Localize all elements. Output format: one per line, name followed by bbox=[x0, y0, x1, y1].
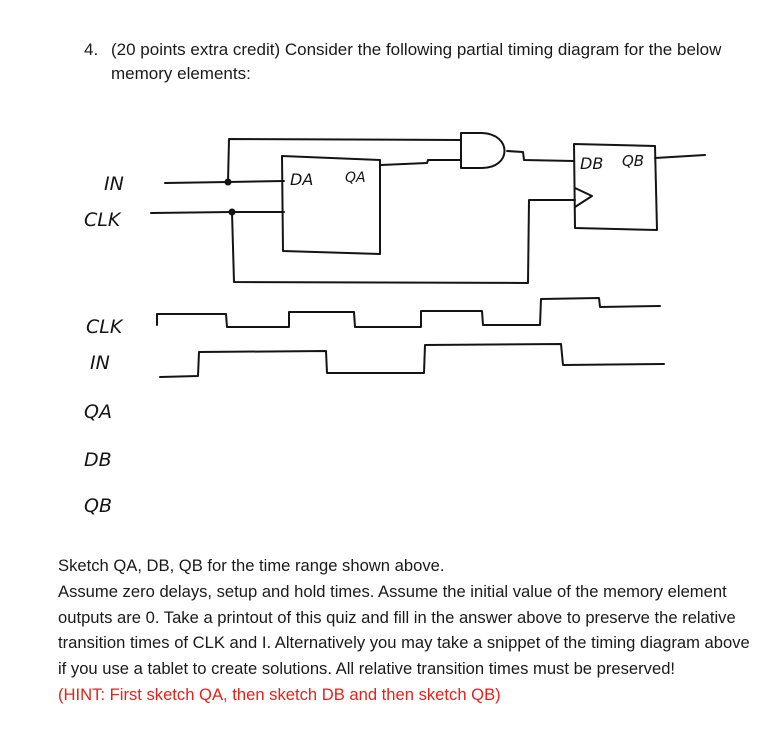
qa-to-and-wire bbox=[380, 160, 461, 165]
timing-label-qa: QA bbox=[84, 401, 112, 423]
timing-label-qb: QB bbox=[84, 495, 112, 517]
timing-label-clk: CLK bbox=[86, 316, 123, 338]
circuit-label-in: IN bbox=[104, 173, 124, 195]
timing-diagram bbox=[84, 298, 664, 517]
clk-waveform bbox=[157, 298, 660, 327]
hint-text: (HINT: First sketch QA, then sketch DB and then sketch QB) bbox=[58, 684, 501, 704]
clk-wire bbox=[151, 212, 284, 213]
circuit-label-clk: CLK bbox=[84, 209, 121, 231]
timing-label-in: IN bbox=[90, 352, 110, 374]
instruction-line-1: Sketch QA, DB, QB for the time range shown above. bbox=[58, 556, 445, 575]
label-da: DA bbox=[290, 170, 314, 189]
label-qa: QA bbox=[345, 170, 366, 186]
label-qb: QB bbox=[622, 152, 645, 170]
question-text: (20 points extra credit) Consider the following partial timing diagram for the below memory elements: bbox=[111, 40, 722, 83]
clock-triangle-b bbox=[575, 188, 592, 207]
and-to-db-wire bbox=[507, 151, 574, 161]
instructions bbox=[58, 553, 758, 708]
label-db: DB bbox=[580, 154, 604, 173]
and-gate bbox=[461, 133, 505, 168]
question-number: 4. bbox=[84, 40, 99, 59]
instruction-paragraph: Assume zero delays, setup and hold times. Assume the initial value of the memory element outputs are 0. Take a printout of this quiz and fill in the answer above to preserve the relative transition times of CLK and I. Alternatively you may take a snippet of the timing diagram above if you use a tablet to create solutions. All relative transition times must be preserved! bbox=[58, 581, 750, 679]
qb-output-wire bbox=[655, 155, 705, 158]
circuit-diagram bbox=[84, 133, 705, 283]
in-waveform bbox=[160, 344, 664, 377]
in-junction-dot bbox=[225, 179, 232, 186]
timing-label-db: DB bbox=[84, 449, 112, 471]
